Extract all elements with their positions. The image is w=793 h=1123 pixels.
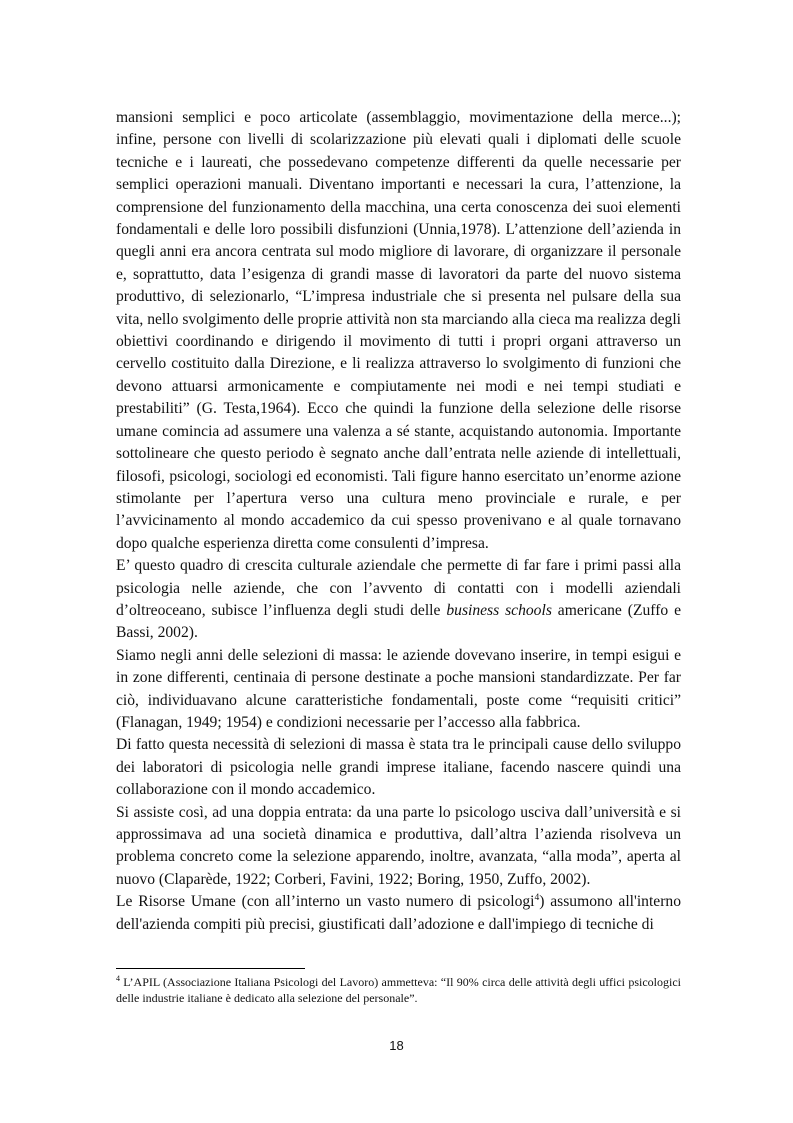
page-number: 18 — [389, 1038, 404, 1053]
paragraph — [116, 107, 681, 555]
footnote-separator — [116, 968, 305, 969]
paragraph-text: Siamo negli anni delle selezioni di massa: le aziende dovevano inserire, in tempi esigui e in zone differenti, centinaia di persone destinate a poche mansioni standardizzate. Per far ciò, individuavano alcune caratteristiche fondamentali, poste come “requisiti critici” (Flanagan, 1949; 1954) e condizioni necessarie per l’accesso alla fabbrica. — [116, 646, 681, 731]
paragraph — [116, 734, 681, 801]
footnote-text: L’APIL (Associazione Italiana Psicologi del Lavoro) ammetteva: “Il 90% circa delle attività degli uffici psicologici delle industrie italiane è dedicato alla selezione del personale”. — [116, 975, 681, 1005]
paragraph-text: Le Risorse Umane (con all’interno un vasto numero di psicologi — [116, 893, 535, 911]
footnote-reference: 4 — [534, 893, 540, 904]
footnote-marker: 4 — [116, 974, 120, 983]
paragraph-text: E’ questo quadro di crescita culturale aziendale che permette di far fare i primi passi alla psicologia nelle aziende, che con l’avvento di contatti con i modelli aziendali d’oltreoceano, subisce l’influenza degli studi delle — [116, 557, 681, 619]
paragraph — [116, 645, 681, 735]
paragraph-text: ) assumono all'interno dell'azienda compiti più precisi, giustificati dall’adozione e dall'impiego di tecniche di — [116, 893, 681, 933]
footnote — [116, 975, 681, 1006]
body-text — [116, 107, 681, 936]
paragraph — [116, 891, 681, 936]
paragraph-text: americane (Zuffo e Bassi, 2002). — [116, 601, 682, 642]
paragraph-text: mansioni semplici e poco articolate (assemblaggio, movimentazione della merce...); infine, persone con livelli di scolarizzazione più elevati quali i diplomati delle scuole tecniche e i laureati, che possedevano competenze differenti da quelle necessarie per semplici operazioni manuali. Diventano importanti e necessari la cura, l’attenzione, la comprensione del funzionamento della macchina, una certa conoscenza dei suoi elementi fondamentali e delle loro possibili disfunzioni (Unnia,1978). L’attenzione dell’azienda in quegli anni era ancora centrata sul modo migliore di lavorare, di organizzare il personale e, soprattutto, data l’esigenza di grandi masse di lavoratori da parte del nuovo sistema produttivo, di selezionarlo, “L’impresa industriale che si presenta nel pulsare della sua vita, nello svolgimento delle proprie attività non sta marciando alla cieca ma realizza degli obiettivi coordinando e dirigendo il movimento di tutti i propri organi attraverso un cervello costituito dalla Direzione, e li realizza attraverso lo svolgimento di funzioni che devono attuarsi armonicamente e compiutamente nei modi e nei tempi studiati e prestabiliti” (G. Testa,1964). Ecco che quindi la funzione della selezione delle risorse umane comincia ad assumere una valenza a sé stante, acquistando autonomia. Importante sottolineare che questo periodo è segnato anche dall’entrata nelle aziende di intellettuali, filosofi, psicologi, sociologi ed economisti. Tali figure hanno esercitato un’enorme azione stimolante per l’apertura verso una cultura meno provinciale e rurale, e per l’avvicinamento al mondo accademico da cui spesso provenivano e al quale tornavano dopo qualche esperienza diretta come consulenti d’impresa. — [116, 109, 681, 552]
paragraph-text: Si assiste così, ad una doppia entrata: da una parte lo psicologo usciva dall’università e si approssimava ad una società dinamica e produttiva, dall’altra l’azienda risolveva un problema concreto come la selezione apparendo, inoltre, avanzata, “alla moda”, aperta al nuovo (Claparède, 1922; Corberi, Favini, 1922; Boring, 1950, Zuffo, 2002). — [116, 803, 681, 888]
paragraph-text: Di fatto questa necessità di selezioni di massa è stata tra le principali cause dello sviluppo dei laboratori di psicologia nelle grandi imprese italiane, facendo nascere quindi una collaborazione con il mondo accademico. — [116, 736, 681, 799]
paragraph — [116, 802, 681, 892]
italic-text: business schools — [446, 601, 552, 619]
paragraph — [116, 555, 681, 645]
